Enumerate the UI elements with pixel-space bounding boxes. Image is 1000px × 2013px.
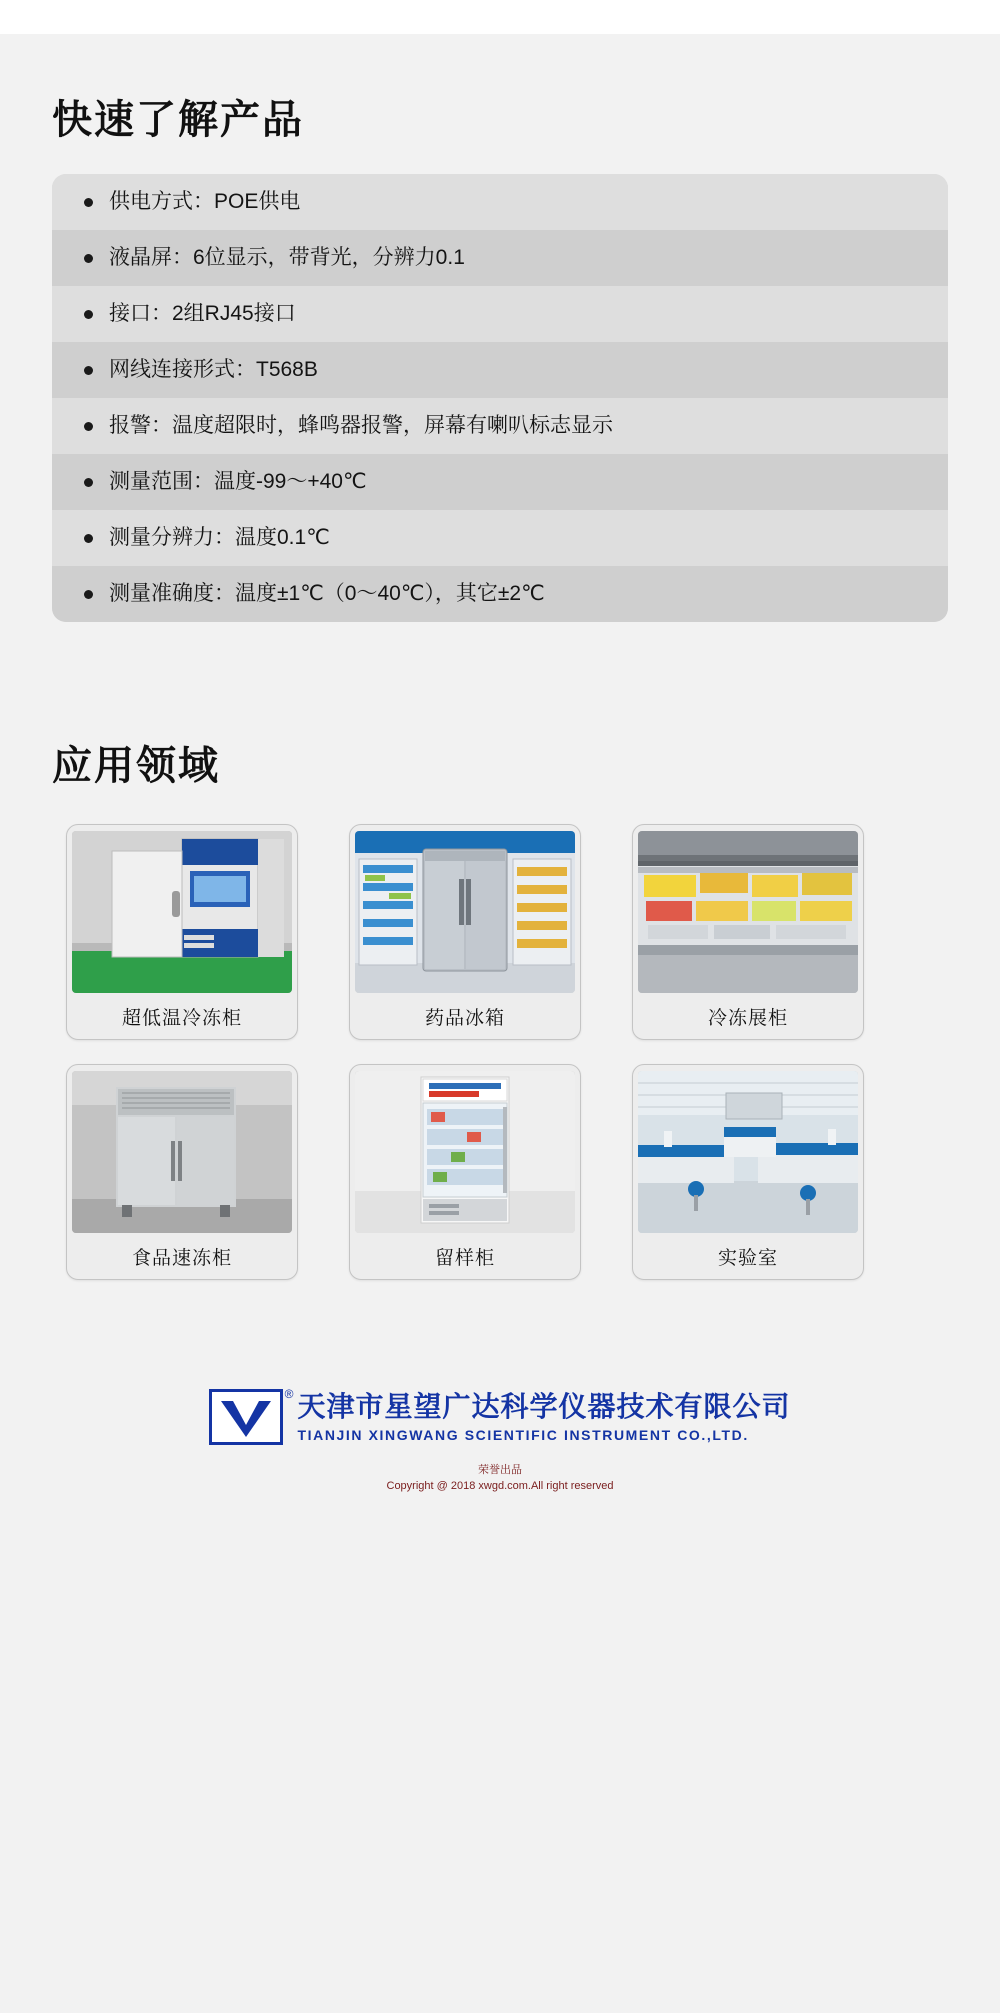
registered-trademark-icon: ®	[284, 1387, 294, 1401]
spec-row	[52, 510, 948, 566]
spec-text: 接口：2组RJ45接口	[109, 302, 296, 326]
spec-row	[52, 342, 948, 398]
spec-list	[52, 174, 948, 622]
application-label: 留样柜	[434, 1247, 495, 1269]
application-card-frozen-display-case[interactable]	[632, 824, 864, 1040]
top-white-band	[0, 0, 1000, 34]
page-content	[0, 34, 1000, 2013]
application-label: 超低温冷冻柜	[121, 1007, 242, 1029]
footer	[0, 1389, 1000, 1579]
spec-text: 液晶屏：6位显示，带背光，分辨力0.1	[109, 246, 465, 270]
bullet-icon	[84, 366, 93, 375]
company-brand	[209, 1389, 790, 1445]
sample-retention-cabinet-photo	[355, 1071, 575, 1233]
spec-text: 网线连接形式：T568B	[109, 358, 318, 382]
spec-text: 测量准确度：温度±1℃（0～40℃），其它±2℃	[109, 582, 545, 606]
application-card-ultra-low-freezer[interactable]	[66, 824, 298, 1040]
application-label: 冷冻展柜	[707, 1007, 788, 1029]
spec-row	[52, 230, 948, 286]
spec-row	[52, 566, 948, 622]
bullet-icon	[84, 422, 93, 431]
application-card-sample-retention[interactable]	[349, 1064, 581, 1280]
application-label: 食品速冻柜	[131, 1247, 232, 1269]
spec-row	[52, 454, 948, 510]
application-card-food-quick-freezer[interactable]	[66, 1064, 298, 1280]
ultra-low-freezer-photo	[72, 831, 292, 993]
spec-text: 测量范围：温度-99～+40℃	[109, 470, 367, 494]
applications-grid	[66, 824, 934, 1280]
company-logo-icon	[209, 1387, 294, 1445]
quick-overview-title: 快速了解产品	[52, 98, 304, 142]
copyright-text: Copyright @ 2018 xwgd.com.All right reserved	[386, 1479, 614, 1492]
applications-title: 应用领域	[52, 744, 220, 788]
laboratory-photo	[638, 1071, 858, 1233]
application-label: 药品冰箱	[424, 1007, 505, 1029]
bullet-icon	[84, 310, 93, 319]
application-card-pharmacy-fridge[interactable]	[349, 824, 581, 1040]
spec-row	[52, 174, 948, 230]
bullet-icon	[84, 198, 93, 207]
company-name-block	[297, 1391, 790, 1443]
company-name-en: TIANJIN XINGWANG SCIENTIFIC INSTRUMENT CO.,LTD.	[297, 1427, 749, 1444]
spec-text: 供电方式：POE供电	[109, 190, 301, 214]
spec-row	[52, 286, 948, 342]
application-card-laboratory[interactable]	[632, 1064, 864, 1280]
spec-row	[52, 398, 948, 454]
bullet-icon	[84, 534, 93, 543]
bullet-icon	[84, 254, 93, 263]
company-name-cn: 天津市星望广达科学仪器技术有限公司	[297, 1390, 791, 1422]
food-quick-freezer-photo	[72, 1071, 292, 1233]
spec-text: 报警：温度超限时，蜂鸣器报警，屏幕有喇叭标志显示	[109, 414, 613, 438]
bullet-icon	[84, 590, 93, 599]
pharmacy-fridge-photo	[355, 831, 575, 993]
application-label: 实验室	[717, 1247, 778, 1269]
frozen-display-case-photo	[638, 831, 858, 993]
spec-text: 测量分辨力：温度0.1℃	[109, 526, 330, 550]
bullet-icon	[84, 478, 93, 487]
honor-text: 荣誉出品	[478, 1464, 522, 1476]
